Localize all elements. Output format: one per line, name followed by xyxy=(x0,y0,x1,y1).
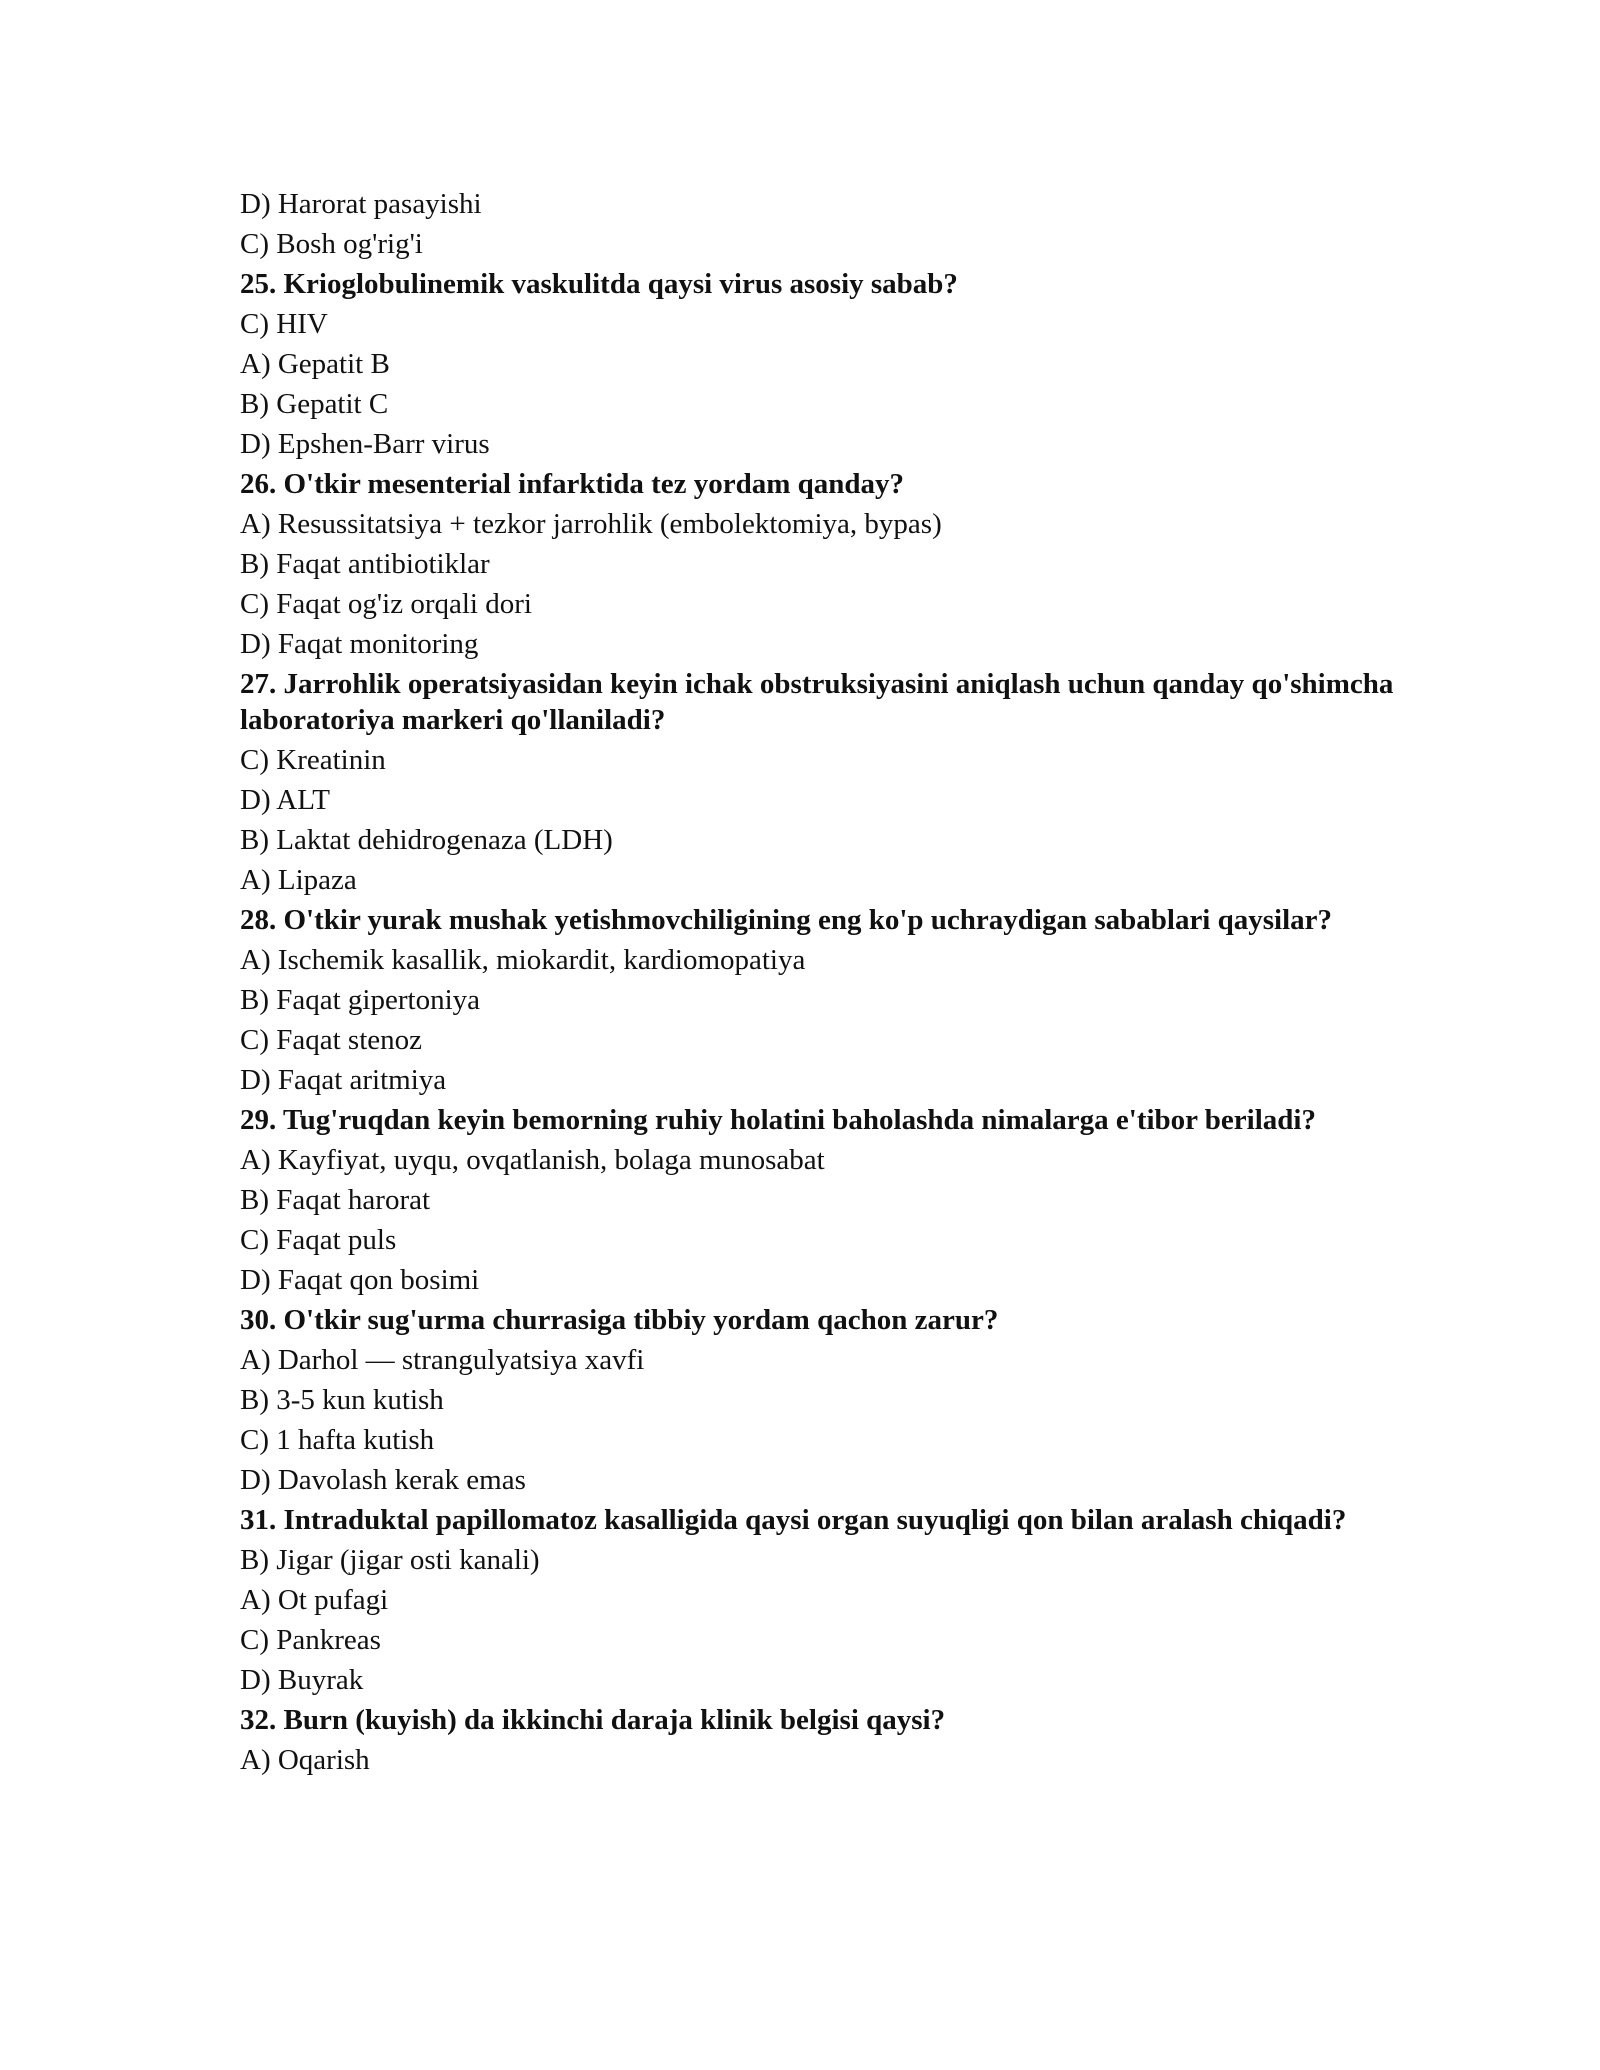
answer-option: D) Harorat pasayishi xyxy=(240,188,482,220)
answer-option: D) Faqat monitoring xyxy=(240,628,479,660)
answer-option: B) Jigar (jigar osti kanali) xyxy=(240,1544,540,1576)
question-list xyxy=(240,186,1420,1782)
question-heading: 32. Burn (kuyish) da ikkinchi daraja klinik belgisi qaysi? xyxy=(240,1704,946,1736)
answer-option: B) 3-5 kun kutish xyxy=(240,1384,444,1416)
answer-option: C) Pankreas xyxy=(240,1624,381,1656)
answer-option: D) Epshen-Barr virus xyxy=(240,428,490,460)
question-heading: 25. Krioglobulinemik vaskulitda qaysi virus asosiy sabab? xyxy=(240,268,958,300)
answer-option: D) Faqat qon bosimi xyxy=(240,1264,480,1296)
question-heading: 31. Intraduktal papillomatoz kasalligida qaysi organ suyuqligi qon bilan aralash chiqadi? xyxy=(240,1504,1347,1536)
answer-option: D) Buyrak xyxy=(240,1664,364,1696)
answer-option: A) Resussitatsiya + tezkor jarrohlik (embolektomiya, bypas) xyxy=(240,508,942,540)
answer-option: A) Ischemik kasallik, miokardit, kardiomopatiya xyxy=(240,944,806,976)
question-heading: 26. O'tkir mesenterial infarktida tez yordam qanday? xyxy=(240,468,905,500)
answer-option: B) Faqat antibiotiklar xyxy=(240,548,490,580)
answer-option: B) Faqat gipertoniya xyxy=(240,984,481,1016)
question-heading: 30. O'tkir sug'urma churrasiga tibbiy yordam qachon zarur? xyxy=(240,1304,999,1336)
answer-option: A) Oqarish xyxy=(240,1744,370,1776)
answer-option: C) Faqat og'iz orqali dori xyxy=(240,588,532,620)
answer-option: B) Gepatit C xyxy=(240,388,389,420)
question-heading: 29. Tug'ruqdan keyin bemorning ruhiy holatini baholashda nimalarga e'tibor beriladi? xyxy=(240,1104,1316,1136)
answer-option: A) Darhol — strangulyatsiya xavfi xyxy=(240,1344,645,1376)
answer-option: A) Lipaza xyxy=(240,864,357,896)
answer-option: C) Bosh og'rig'i xyxy=(240,228,423,260)
question-heading: 28. O'tkir yurak mushak yetishmovchiligining eng ko'p uchraydigan sabablari qaysilar? xyxy=(240,904,1333,936)
answer-option: A) Ot pufagi xyxy=(240,1584,389,1616)
answer-option: D) Faqat aritmiya xyxy=(240,1064,447,1096)
answer-option: C) Faqat puls xyxy=(240,1224,397,1256)
question-heading: 27. Jarrohlik operatsiyasidan keyin ichak obstruksiyasini aniqlash uchun qanday qo'shimcha laboratoriya markeri qo'llaniladi? xyxy=(240,668,1394,736)
answer-option: C) HIV xyxy=(240,308,328,340)
answer-option: A) Kayfiyat, uyqu, ovqatlanish, bolaga munosabat xyxy=(240,1144,825,1176)
answer-option: A) Gepatit B xyxy=(240,348,390,380)
answer-option: B) Faqat harorat xyxy=(240,1184,431,1216)
answer-option: C) Faqat stenoz xyxy=(240,1024,423,1056)
answer-option: C) 1 hafta kutish xyxy=(240,1424,435,1456)
answer-option: D) ALT xyxy=(240,784,330,816)
answer-option: B) Laktat dehidrogenaza (LDH) xyxy=(240,824,613,856)
answer-option: D) Davolash kerak emas xyxy=(240,1464,526,1496)
answer-option: C) Kreatinin xyxy=(240,744,386,776)
